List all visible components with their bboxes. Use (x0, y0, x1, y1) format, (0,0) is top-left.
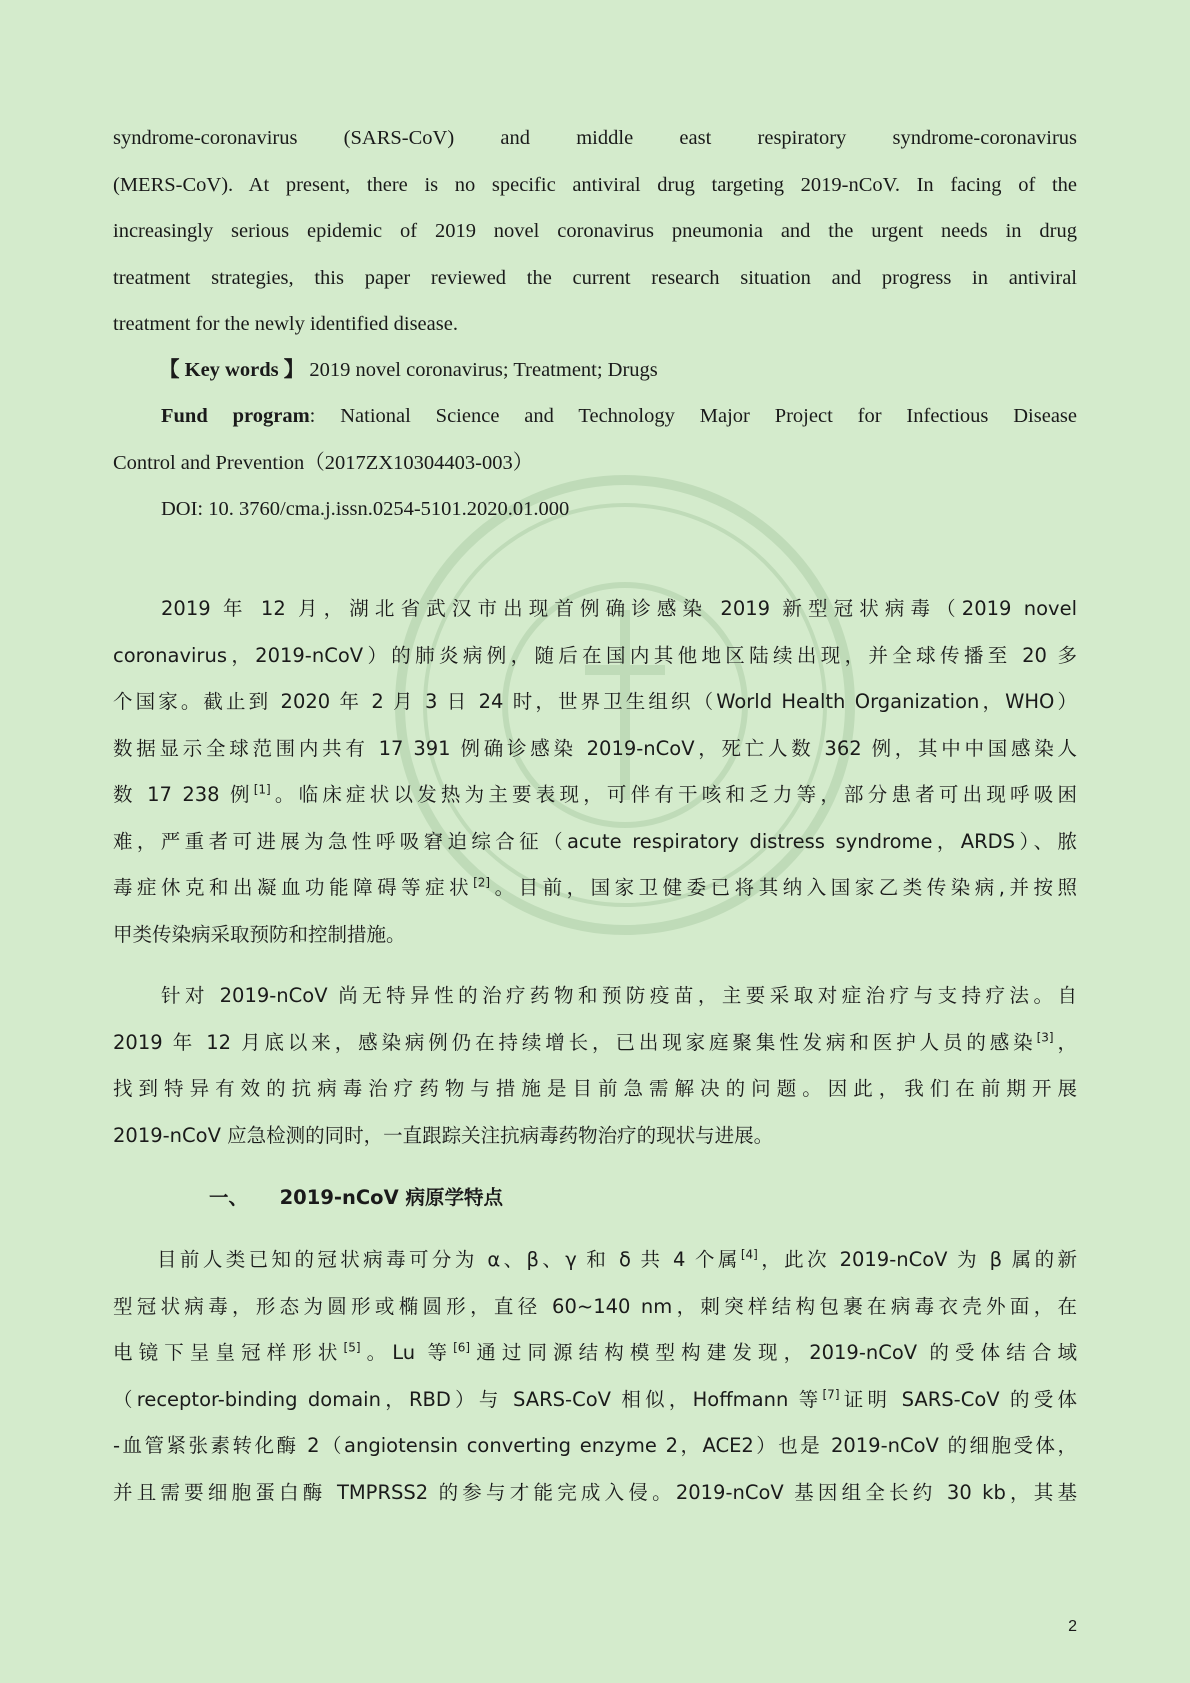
citation-6[interactable]: [6] (453, 1340, 471, 1355)
p2-text: 2019 年 12 月底以来，感染病例仍在持续增长，已出现家庭聚集性发病和医护人员的感染 (113, 1030, 1037, 1054)
p1-line: 甲类传染病采取预防和控制措施。 (113, 922, 406, 946)
doi (113, 486, 1077, 533)
p3-text: 电镜下呈皇冠样形状 (113, 1341, 344, 1364)
p1-text: 。临床症状以发热为主要表现，可伴有干咳和乏力等，部分患者可出现呼吸困 (270, 783, 1077, 806)
p2-line: 针对 2019-nCoV 尚无特异性的治疗药物和预防疫苗，主要采取对症治疗与支持疗法。自 (161, 984, 1077, 1007)
section-title: 2019-nCoV 病原学特点 (279, 1186, 503, 1209)
p1-line: 个国家。截止到 2020 年 2 月 3 日 24 时，世界卫生组织（World Health Organization，WHO） (113, 690, 1077, 713)
citation-2[interactable]: [2] (473, 875, 491, 890)
p3-line: -血管紧张素转化酶 2（angiotensin converting enzyme 2，ACE2）也是 2019-nCoV 的细胞受体， (113, 1434, 1077, 1457)
p2-line: 2019-nCoV 应急检测的同时，一直跟踪关注抗病毒药物治疗的现状与进展。 (113, 1123, 774, 1147)
fund-line2: Control and Prevention（2017ZX10304403-003） (113, 451, 534, 474)
p3-text: 通过同源结构模型构建发现，2019-nCoV 的受体结合域 (470, 1341, 1077, 1364)
citation-1[interactable]: [1] (253, 782, 271, 797)
page-number: 2 (1068, 1618, 1077, 1635)
p2-line: 找到特异有效的抗病毒治疗药物与措施是目前急需解决的问题。因此，我们在前期开展 (113, 1077, 1077, 1100)
fund-program (113, 393, 1077, 486)
abstract-line: increasingly serious epidemic of 2019 novel coronavirus pneumonia and the urgent needs in drug (113, 220, 1077, 242)
p3-text: 。Lu 等 (360, 1341, 454, 1364)
p1-text: 数 17 238 例 (113, 783, 254, 806)
p1-text: 。目前，国家卫健委已将其纳入国家乙类传染病,并按照 (490, 876, 1077, 899)
p3-text: 目前人类已知的冠状病毒可分为 α、β、γ 和 δ 共 4 个属 (157, 1248, 741, 1271)
abstract-line: treatment for the newly identified disease. (113, 313, 458, 335)
paragraph-1 (113, 586, 1077, 958)
keywords-label: 【 Key words 】 (159, 359, 305, 381)
fund-label: Fund program (161, 405, 310, 427)
abstract-line: syndrome-coronavirus (SARS-CoV) and middle east respiratory syndrome-coronavirus (113, 127, 1077, 149)
doi-text: DOI: 10. 3760/cma.j.issn.0254-5101.2020.01.000 (161, 498, 570, 520)
citation-3[interactable]: [3] (1036, 1030, 1054, 1044)
p3-text: （receptor-binding domain，RBD）与 SARS-CoV 相似，Hoffmann 等 (113, 1387, 823, 1411)
section-number: 一、 (209, 1186, 249, 1209)
citation-5[interactable]: [5] (343, 1340, 361, 1355)
p3-text: 证明 SARS-CoV 的受体 (839, 1387, 1077, 1411)
section-heading (113, 1175, 1077, 1222)
p1-line: 数据显示全球范围内共有 17 391 例确诊感染 2019-nCoV，死亡人数 362 例，其中中国感染人 (113, 736, 1077, 760)
abstract-line: (MERS-CoV). At present, there is no specific antiviral drug targeting 2019-nCoV. In facing of the (113, 173, 1077, 196)
fund-line1: : National Science and Technology Major Project for Infectious Disease (309, 405, 1077, 427)
p1-line: 难，严重者可进展为急性呼吸窘迫综合征（acute respiratory distress syndrome，ARDS）、脓 (113, 829, 1077, 853)
citation-4[interactable]: [4] (740, 1247, 758, 1262)
p3-text: ，此次 2019-nCoV 为 β 属的新 (757, 1248, 1077, 1271)
p3-line: 型冠状病毒，形态为圆形或椭圆形，直径 60~140 nm，刺突样结构包裹在病毒衣壳外面，在 (113, 1294, 1077, 1318)
citation-7[interactable]: [7] (822, 1387, 840, 1401)
p2-text: ， (1053, 1030, 1077, 1054)
p1-line: 2019 年 12 月，湖北省武汉市出现首例确诊感染 2019 新型冠状病毒（2019 novel (161, 597, 1077, 620)
p3-line: 并且需要细胞蛋白酶 TMPRSS2 的参与才能完成入侵。2019-nCoV 基因组全长约 30 kb，其基 (113, 1480, 1077, 1504)
paragraph-3 (113, 1237, 1077, 1516)
abstract-line: treatment strategies, this paper reviewed the current research situation and progress in antiviral (113, 266, 1077, 289)
paragraph-2 (113, 973, 1077, 1159)
p1-text: 毒症休克和出凝血功能障碍等症状 (113, 876, 474, 899)
keywords-text: 2019 novel coronavirus; Treatment; Drugs (309, 359, 658, 381)
p1-line: coronavirus，2019-nCoV）的肺炎病例，随后在国内其他地区陆续出现，并全球传播至 20 多 (113, 643, 1077, 667)
keywords (113, 347, 1077, 394)
abstract-english (113, 115, 1077, 348)
